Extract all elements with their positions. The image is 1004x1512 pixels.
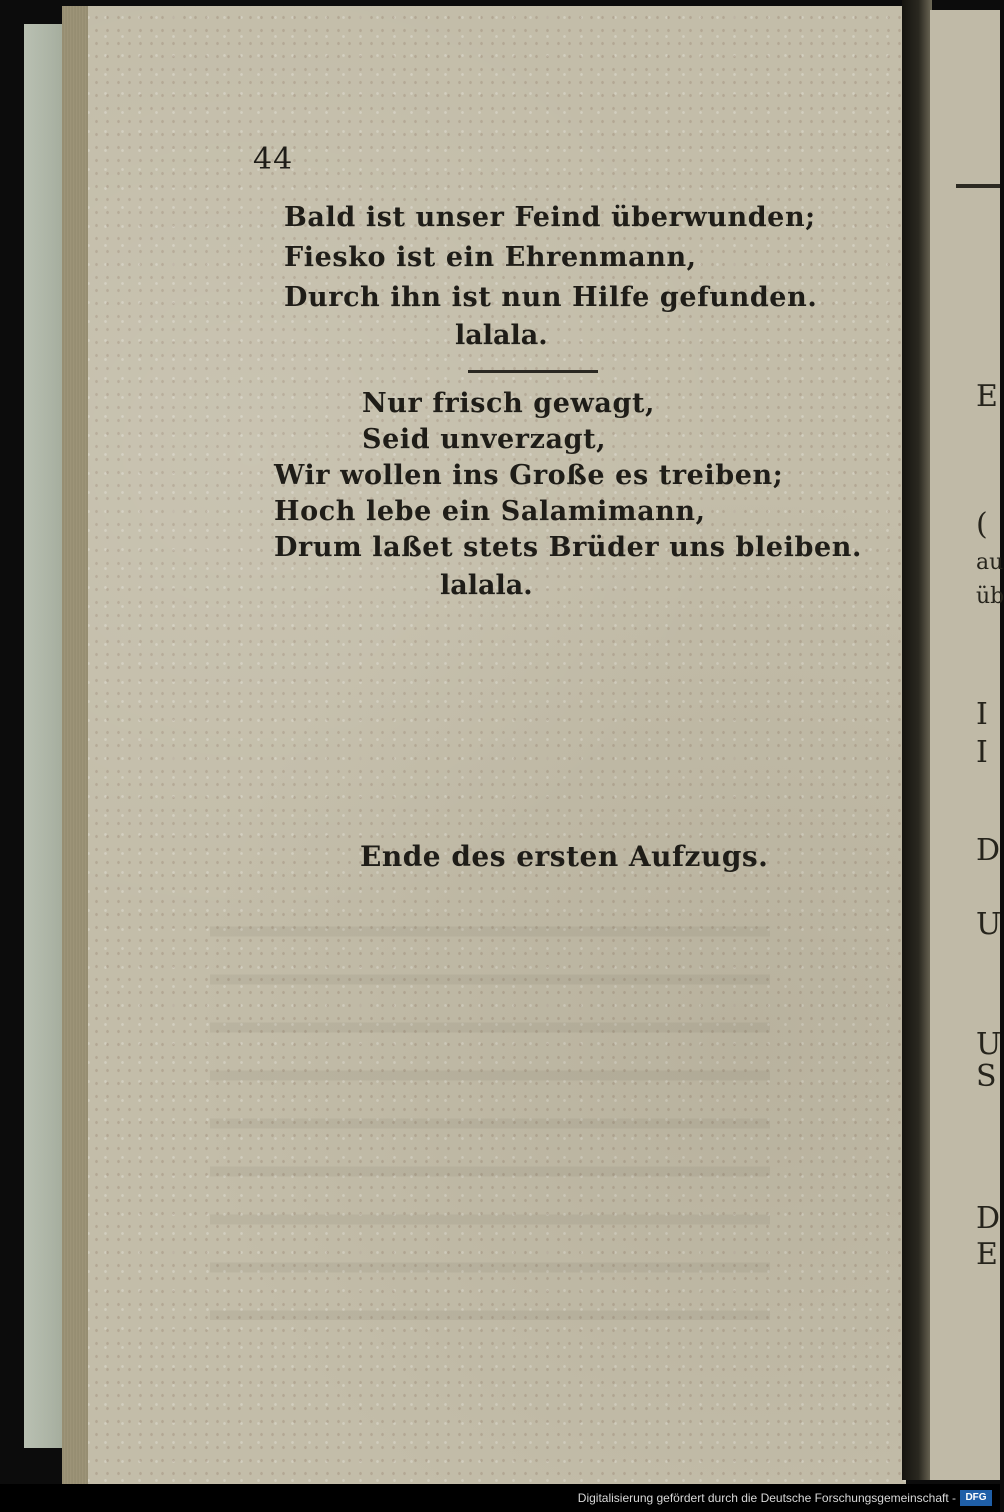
dfg-logo-icon: DFG — [960, 1490, 992, 1506]
facing-page-fragment: au — [976, 550, 1004, 575]
show-through-text — [210, 900, 770, 1320]
verse-line: Nur frisch gewagt, — [362, 388, 656, 419]
verse-line: Wir wollen ins Große es treiben; — [274, 460, 784, 491]
page-number: 44 — [253, 142, 294, 177]
facing-page-fragment: I — [976, 735, 988, 770]
verse-line: Seid unverzagt, — [362, 424, 607, 455]
refrain: lalala. — [455, 320, 548, 351]
facing-page-fragment: D — [976, 833, 1001, 868]
book-gutter — [902, 0, 932, 1480]
stanza-divider — [468, 370, 598, 373]
facing-page-rule — [956, 184, 1000, 188]
facing-page-fragment: ( — [976, 507, 988, 542]
facing-page-fragment: U — [976, 907, 1002, 942]
act-end-heading: Ende des ersten Aufzugs. — [360, 840, 769, 873]
verse-line: Bald ist unser Feind überwunden; — [284, 202, 816, 233]
funding-credit: Digitalisierung gefördert durch die Deutsche Forschungsgemeinschaft - — [577, 1491, 956, 1505]
facing-page-fragment: üb — [976, 584, 1004, 609]
verse-line: Fiesko ist ein Ehrenmann, — [284, 242, 697, 273]
refrain: lalala. — [440, 570, 533, 601]
facing-page-fragment: U — [976, 1027, 1002, 1062]
facing-page-fragment: E — [976, 379, 998, 414]
verse-line: Drum laßet stets Brüder uns bleiben. — [274, 532, 862, 563]
facing-page-fragment: E — [976, 1237, 998, 1272]
verse-line: Hoch lebe ein Salamimann, — [274, 496, 706, 527]
verse-line: Durch ihn ist nun Hilfe gefunden. — [284, 282, 818, 313]
facing-page-fragment: S — [976, 1059, 997, 1094]
facing-page-fragment: I — [976, 697, 988, 732]
facing-page-fragment: D — [976, 1201, 1001, 1236]
